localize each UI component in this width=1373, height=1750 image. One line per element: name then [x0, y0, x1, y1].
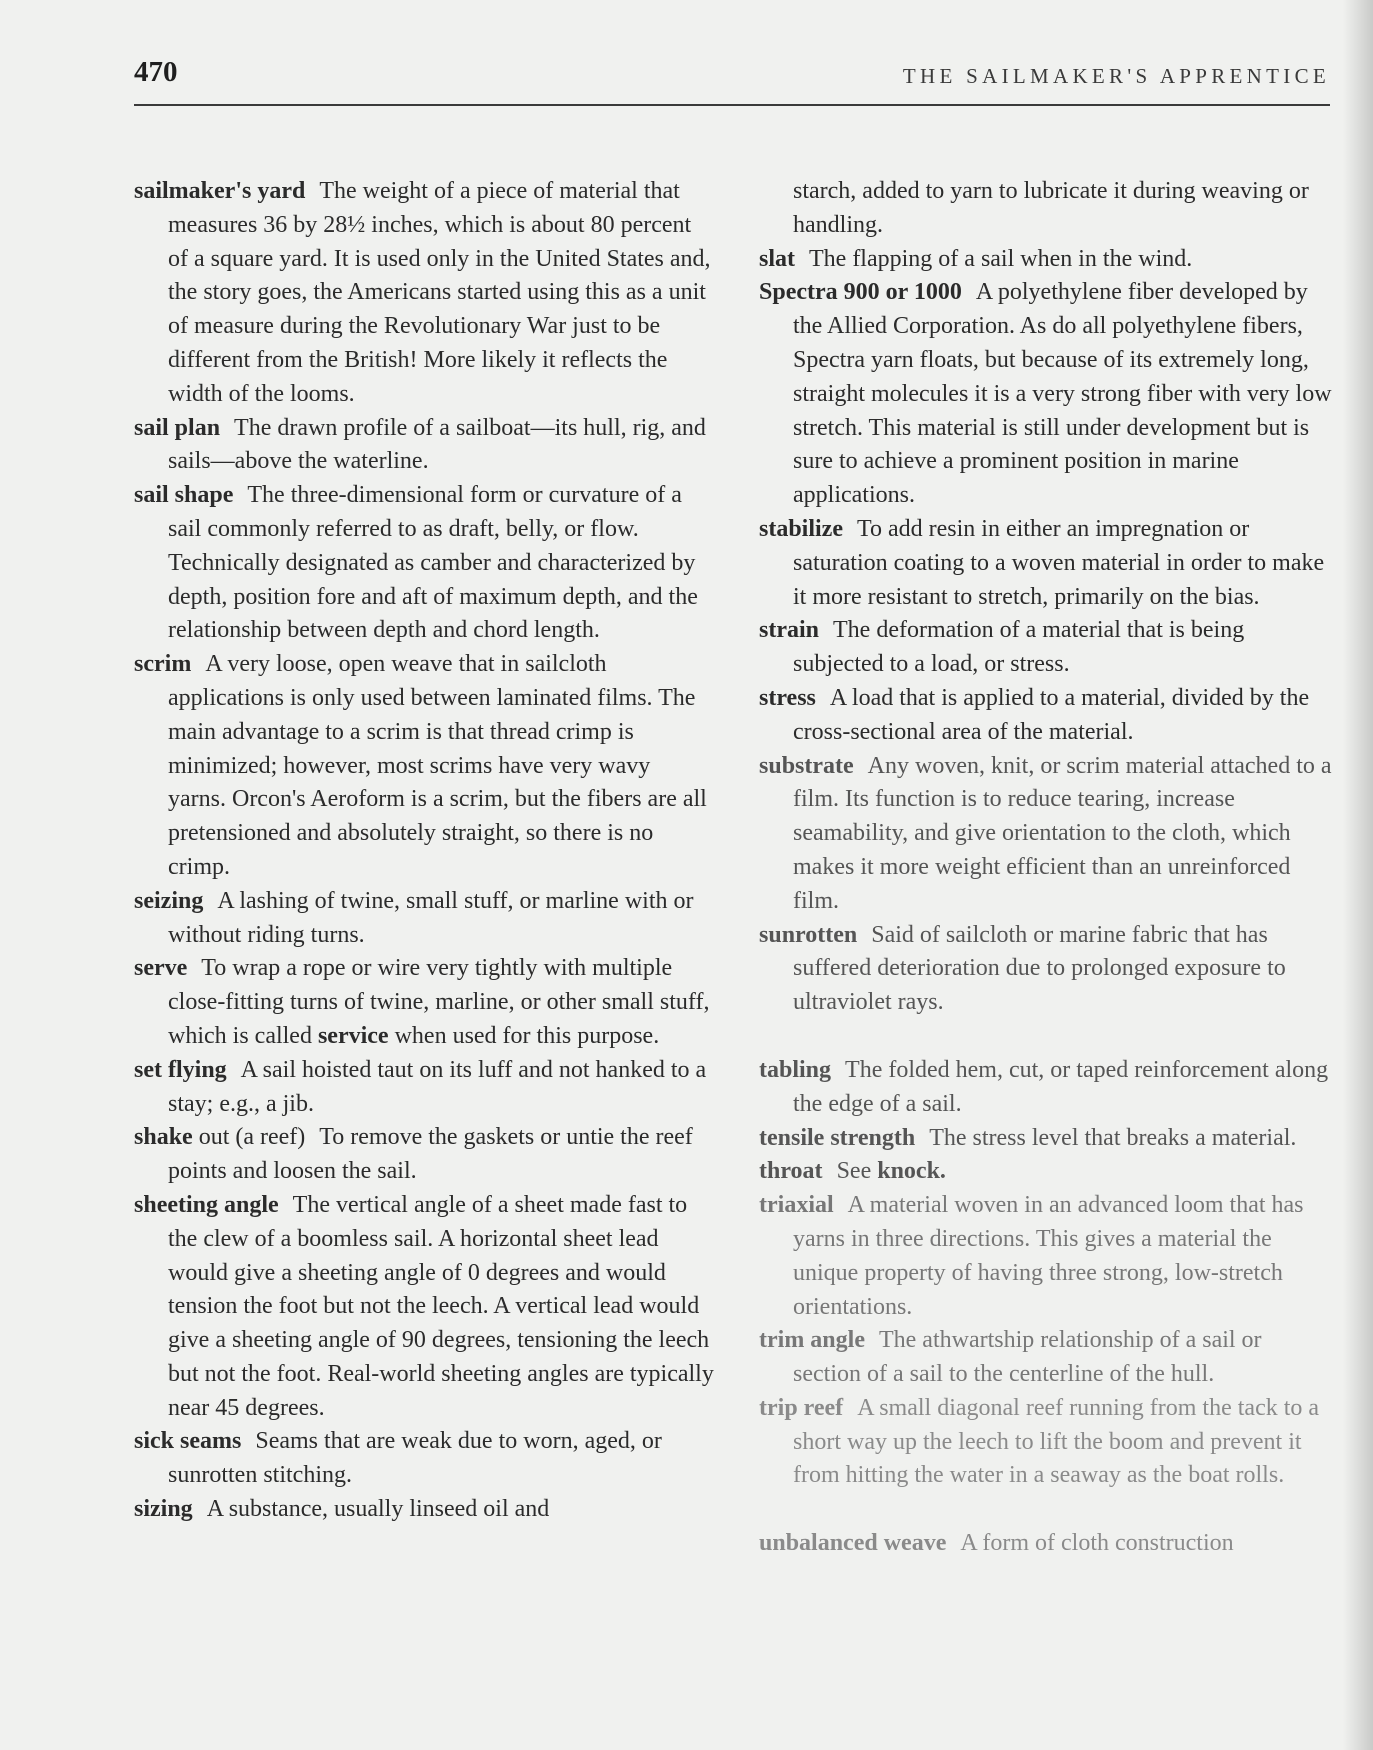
entry-term: unbalanced weave	[759, 1530, 947, 1557]
glossary-entry	[759, 513, 1334, 614]
glossary-entry	[134, 1054, 714, 1122]
entry-definition: The stress level that breaks a material.	[929, 1124, 1297, 1151]
glossary-entry	[759, 1054, 1334, 1122]
entry-definition: The drawn profile of a sailboat—its hull, rig, and sails—above the waterline.	[168, 414, 706, 475]
entry-term: sail plan	[134, 414, 221, 441]
glossary-entry	[759, 1155, 1334, 1189]
page-header	[134, 52, 1330, 106]
entry-definition: The three-dimensional form or curvature of a sail commonly referred to as draft, belly, or flow. Technically designated as camber and characterized by depth, position fore and aft of maximum depth, and the relationship between depth and chord length.	[168, 482, 698, 644]
entry-term: strain	[759, 617, 819, 644]
entry-term: tensile strength	[759, 1124, 916, 1151]
section-gap	[759, 1493, 1334, 1527]
glossary-entry	[759, 614, 1334, 682]
entry-term: stabilize	[759, 515, 843, 542]
entry-term: set flying	[134, 1056, 227, 1083]
entry-definition: Seams that are weak due to worn, aged, or sunrotten stitching.	[168, 1428, 662, 1489]
entry-definition: A lashing of twine, small stuff, or marline with or without riding turns.	[168, 887, 694, 948]
entry-term: stress	[759, 684, 816, 711]
page-edge-shadow	[1343, 0, 1373, 1750]
glossary-entry	[134, 175, 714, 412]
entry-term: sick seams	[134, 1428, 242, 1455]
entry-definition: A substance, usually linseed oil and	[206, 1496, 550, 1523]
entry-definition: A material woven in an advanced loom that has yarns in three directions. This gives a material the unique property of having three strong, low-stretch orientations.	[793, 1192, 1304, 1320]
entry-term: sheeting angle	[134, 1191, 279, 1218]
entry-term: scrim	[134, 651, 192, 678]
entry-definition: A very loose, open weave that in sailcloth applications is only used between laminated films. The main advantage to a scrim is that thread crimp is minimized; however, most scrims have very wavy yarns. Orcon's Aeroform is a scrim, but the fibers are all pretensioned and absolutely straight, so there is no crimp.	[168, 651, 707, 880]
entry-definition: The folded hem, cut, or taped reinforcement along the edge of a sail.	[793, 1056, 1329, 1117]
glossary-entry	[759, 243, 1334, 277]
glossary-entry	[759, 1189, 1334, 1324]
glossary-entry	[134, 1493, 714, 1527]
glossary-entry	[759, 750, 1334, 919]
entry-definition: The deformation of a material that is being subjected to a load, or stress.	[793, 617, 1245, 678]
glossary-entry	[759, 919, 1334, 1020]
glossary-entry	[134, 1121, 714, 1189]
entry-term: serve	[134, 955, 188, 982]
entry-term: trim angle	[759, 1327, 865, 1354]
entry-definition: The athwartship relationship of a sail or section of a sail to the centerline of the hull.	[793, 1327, 1262, 1388]
entry-term: substrate	[759, 752, 854, 779]
entry-term: seizing	[134, 887, 204, 914]
glossary-entry	[759, 1324, 1334, 1392]
entry-term: tabling	[759, 1056, 832, 1083]
running-title: THE SAILMAKER'S APPRENTICE	[902, 64, 1330, 88]
cross-reference: service	[317, 1022, 389, 1049]
entry-definition: Any woven, knit, or scrim material attached to a film. Its function is to reduce tearing, increase seamability, and give orientation to the cloth, which makes it more weight efficient than an unreinforced film.	[793, 752, 1332, 914]
glossary-entry	[759, 1392, 1334, 1493]
glossary-entry	[759, 276, 1334, 513]
left-column	[134, 175, 714, 1527]
entry-definition: A sail hoisted taut on its luff and not hanked to a stay; e.g., a jib.	[168, 1056, 707, 1117]
glossary-entry	[134, 885, 714, 953]
glossary-entry	[134, 648, 714, 885]
entry-term: sunrotten	[759, 921, 858, 948]
glossary-entry	[134, 479, 714, 648]
entry-term-suffix: out (a reef)	[198, 1124, 306, 1151]
entry-term: slat	[759, 245, 795, 272]
entry-definition: The weight of a piece of material that measures 36 by 28½ inches, which is about 80 percent of a square yard. It is used only in the United States and, the story goes, the Americans started using this as a unit of measure during the Revolutionary War just to be different from the British! More likely it reflects the width of the looms.	[168, 178, 711, 407]
entry-term: triaxial	[759, 1192, 834, 1219]
entry-term: sail shape	[134, 482, 234, 509]
entry-definition: The flapping of a sail when in the wind.	[809, 245, 1193, 272]
entry-definition: Said of sailcloth or marine fabric that has suffered deterioration due to prolonged exposure to ultraviolet rays.	[793, 921, 1286, 1016]
entry-term: Spectra 900 or 1000	[759, 279, 962, 306]
glossary-entry	[134, 1189, 714, 1426]
glossary-entry	[759, 1122, 1334, 1156]
entry-definition: To wrap a rope or wire very tightly with multiple close-fitting turns of twine, marline, or other small stuff, which is called	[168, 955, 710, 1049]
entry-definition-continued: when used for this purpose.	[394, 1022, 660, 1049]
entry-definition: The vertical angle of a sheet made fast to the clew of a boomless sail. A horizontal sheet lead would give a sheeting angle of 0 degrees and would tension the foot but not the leech. A vertical lead would give a sheeting angle of 90 degrees, tensioning the leech but not the foot. Real-world sheeting angles are typically near 45 degrees.	[168, 1191, 714, 1421]
entry-term: trip reef	[759, 1394, 844, 1421]
entry-definition: See	[836, 1158, 872, 1185]
entry-term: shake	[134, 1124, 193, 1151]
glossary-entry	[759, 1527, 1334, 1561]
entry-continuation: starch, added to yarn to lubricate it during weaving or handling.	[793, 178, 1309, 238]
glossary-entry	[134, 952, 714, 1053]
entry-definition: A form of cloth construction	[960, 1530, 1234, 1557]
entry-definition: To add resin in either an impregnation or saturation coating to a woven material in order to make it more resistant to stretch, primarily on the bias.	[793, 515, 1325, 610]
entry-definition: A load that is applied to a material, divided by the cross-sectional area of the material.	[793, 684, 1310, 745]
page-number: 470	[134, 56, 178, 88]
entry-definition: A small diagonal reef running from the tack to a short way up the leech to lift the boom and prevent it from hitting the water in a seaway as the boat rolls.	[793, 1394, 1320, 1489]
entry-definition: To remove the gaskets or untie the reef points and loosen the sail.	[168, 1124, 693, 1185]
glossary-entry	[759, 682, 1334, 750]
entry-definition: A polyethylene fiber developed by the Allied Corporation. As do all polyethylene fibers, Spectra yarn floats, but because of its extremely long, straight molecules it is a very strong fiber with very low stretch. This material is still under development but is sure to achieve a prominent position in marine applications.	[793, 279, 1332, 509]
entry-term: sizing	[134, 1496, 193, 1523]
section-gap	[759, 1020, 1334, 1054]
right-column	[759, 175, 1334, 1561]
glossary-entry	[134, 1425, 714, 1493]
entry-term: sailmaker's yard	[134, 178, 306, 204]
cross-reference: knock.	[877, 1158, 946, 1185]
entry-term: throat	[759, 1158, 823, 1185]
glossary-entry	[134, 412, 714, 480]
